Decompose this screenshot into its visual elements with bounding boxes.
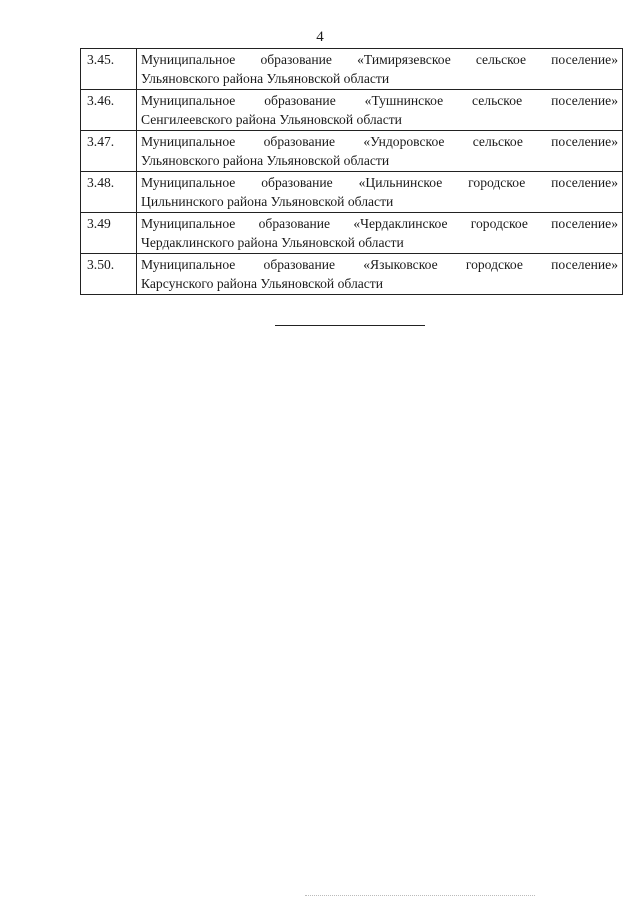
row-number: 3.45.: [81, 49, 137, 90]
row-text-line2: Чердаклинского района Ульяновской области: [141, 235, 404, 250]
table-row: [81, 172, 623, 213]
row-text-line2: Цильнинского района Ульяновской области: [141, 194, 394, 209]
table-row: [81, 254, 623, 295]
table-row: [81, 131, 623, 172]
row-text-line2: Сенгилеевского района Ульяновской области: [141, 112, 402, 127]
row-text-line2: Ульяновского района Ульяновской области: [141, 71, 390, 86]
row-text: [137, 49, 623, 90]
page-number: 4: [316, 29, 324, 45]
row-number: 3.47.: [81, 131, 137, 172]
row-text-line1: Муниципальное образование «Тушнинское сельское поселение»: [141, 93, 618, 108]
end-of-document-rule: [275, 325, 425, 326]
row-text-line1: Муниципальное образование «Ундоровское сельское поселение»: [141, 134, 618, 149]
row-text: [137, 90, 623, 131]
table-row: [81, 90, 623, 131]
row-text-line1: Муниципальное образование «Чердаклинское городское поселение»: [141, 216, 618, 231]
row-text: [137, 254, 623, 295]
row-text-line1: Муниципальное образование «Цильнинское городское поселение»: [141, 175, 618, 190]
table-row: [81, 49, 623, 90]
row-number: 3.49: [81, 213, 137, 254]
row-text: [137, 172, 623, 213]
row-text-line1: Муниципальное образование «Языковское городское поселение»: [141, 257, 618, 272]
row-text-line2: Ульяновского района Ульяновской области: [141, 153, 390, 168]
row-text-line2: Карсунского района Ульяновской области: [141, 276, 384, 291]
table-row: [81, 213, 623, 254]
scan-artifact-line: [305, 895, 535, 896]
row-number: 3.48.: [81, 172, 137, 213]
row-number: 3.46.: [81, 90, 137, 131]
row-text: [137, 131, 623, 172]
row-text-line1: Муниципальное образование «Тимирязевское сельское поселение»: [141, 52, 618, 67]
row-number: 3.50.: [81, 254, 137, 295]
municipality-table: [80, 48, 623, 295]
row-text: [137, 213, 623, 254]
